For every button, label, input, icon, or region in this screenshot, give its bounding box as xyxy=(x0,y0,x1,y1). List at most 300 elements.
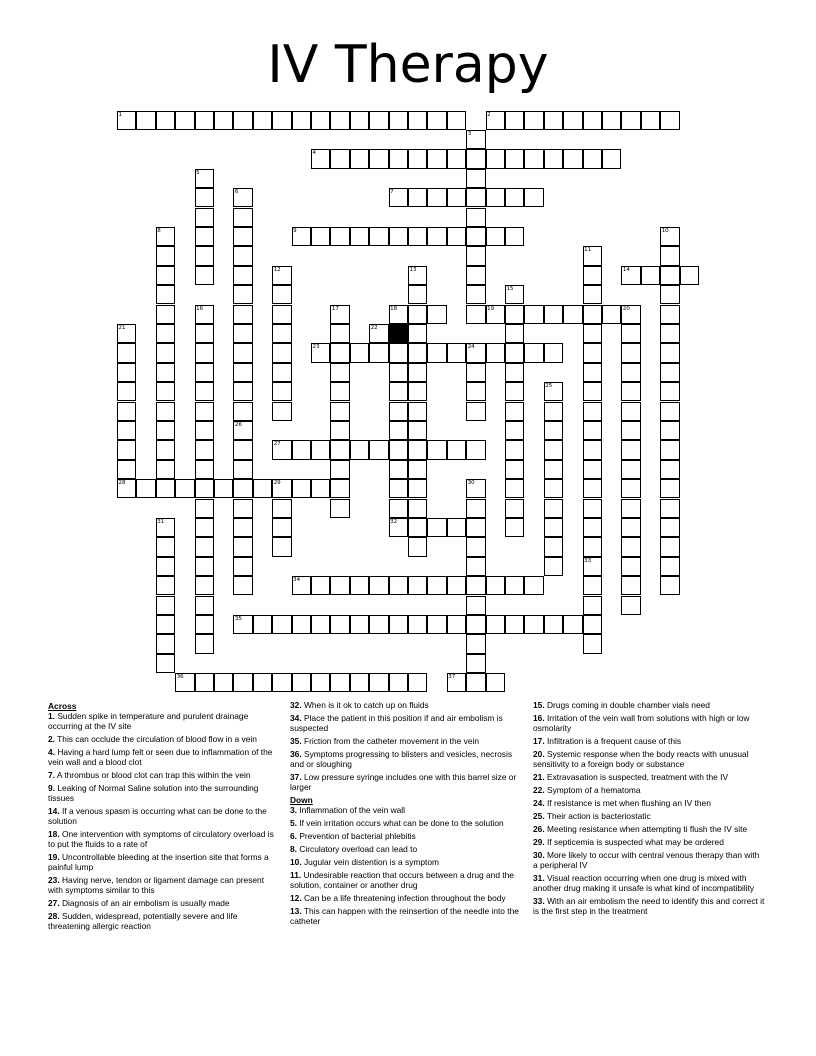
grid-cell[interactable] xyxy=(563,149,582,168)
grid-cell[interactable] xyxy=(466,208,485,227)
grid-cell[interactable] xyxy=(195,596,214,615)
grid-cell[interactable] xyxy=(583,149,602,168)
grid-cell[interactable] xyxy=(330,402,349,421)
grid-cell[interactable] xyxy=(660,343,679,362)
grid-cell[interactable] xyxy=(195,111,214,130)
grid-cell[interactable] xyxy=(447,615,466,634)
grid-cell[interactable] xyxy=(156,596,175,615)
grid-cell[interactable] xyxy=(195,673,214,692)
grid-cell[interactable] xyxy=(369,440,388,459)
grid-cell[interactable] xyxy=(156,557,175,576)
grid-cell[interactable] xyxy=(447,149,466,168)
grid-cell[interactable] xyxy=(544,615,563,634)
grid-cell[interactable] xyxy=(233,246,252,265)
grid-cell[interactable] xyxy=(408,576,427,595)
grid-cell[interactable] xyxy=(466,227,485,246)
grid-cell[interactable] xyxy=(156,634,175,653)
grid-cell[interactable] xyxy=(583,402,602,421)
grid-cell[interactable] xyxy=(660,324,679,343)
grid-cell[interactable] xyxy=(544,460,563,479)
grid-cell[interactable] xyxy=(350,615,369,634)
grid-cell[interactable] xyxy=(389,440,408,459)
grid-cell[interactable] xyxy=(330,382,349,401)
grid-cell[interactable] xyxy=(292,111,311,130)
grid-cell[interactable] xyxy=(330,615,349,634)
grid-cell[interactable] xyxy=(233,479,252,498)
grid-cell[interactable] xyxy=(583,460,602,479)
grid-cell[interactable] xyxy=(233,499,252,518)
grid-cell[interactable] xyxy=(544,421,563,440)
grid-cell[interactable] xyxy=(233,382,252,401)
grid-cell[interactable] xyxy=(408,518,427,537)
grid-cell[interactable] xyxy=(233,208,252,227)
grid-cell[interactable] xyxy=(156,576,175,595)
grid-cell[interactable] xyxy=(466,634,485,653)
grid-cell[interactable] xyxy=(466,673,485,692)
grid-cell[interactable] xyxy=(486,149,505,168)
grid-cell[interactable] xyxy=(544,499,563,518)
grid-cell[interactable] xyxy=(621,518,640,537)
grid-cell[interactable] xyxy=(505,382,524,401)
grid-cell[interactable] xyxy=(660,266,679,285)
grid-cell[interactable] xyxy=(330,149,349,168)
grid-cell[interactable] xyxy=(195,615,214,634)
grid-cell[interactable] xyxy=(427,188,446,207)
grid-cell[interactable] xyxy=(621,324,640,343)
grid-cell[interactable] xyxy=(272,343,291,362)
grid-cell[interactable] xyxy=(583,305,602,324)
grid-cell[interactable] xyxy=(195,537,214,556)
grid-cell[interactable] xyxy=(156,440,175,459)
grid-cell[interactable] xyxy=(544,557,563,576)
grid-cell[interactable] xyxy=(621,499,640,518)
grid-cell[interactable] xyxy=(233,440,252,459)
grid-cell[interactable] xyxy=(505,343,524,362)
grid-cell[interactable] xyxy=(621,479,640,498)
grid-cell[interactable] xyxy=(583,343,602,362)
grid-cell[interactable] xyxy=(427,227,446,246)
grid-cell[interactable] xyxy=(195,363,214,382)
grid-cell[interactable] xyxy=(544,305,563,324)
grid-cell[interactable] xyxy=(408,382,427,401)
grid-cell[interactable] xyxy=(621,363,640,382)
grid-cell[interactable] xyxy=(272,518,291,537)
grid-cell[interactable] xyxy=(466,188,485,207)
grid-cell[interactable] xyxy=(680,266,699,285)
grid-cell[interactable] xyxy=(389,460,408,479)
grid-cell[interactable] xyxy=(505,149,524,168)
grid-cell[interactable] xyxy=(233,111,252,130)
grid-cell[interactable] xyxy=(117,402,136,421)
grid-cell[interactable] xyxy=(466,305,485,324)
grid-cell[interactable] xyxy=(330,324,349,343)
grid-cell[interactable] xyxy=(466,499,485,518)
grid-cell[interactable] xyxy=(389,421,408,440)
grid-cell[interactable] xyxy=(389,343,408,362)
grid-cell[interactable] xyxy=(272,615,291,634)
grid-cell[interactable] xyxy=(583,596,602,615)
grid-cell[interactable] xyxy=(660,479,679,498)
grid-cell[interactable] xyxy=(195,440,214,459)
grid-cell[interactable] xyxy=(156,324,175,343)
grid-cell[interactable] xyxy=(544,518,563,537)
grid-cell[interactable] xyxy=(466,576,485,595)
grid-cell[interactable] xyxy=(330,499,349,518)
grid-cell[interactable] xyxy=(505,402,524,421)
grid-cell[interactable] xyxy=(233,460,252,479)
grid-cell[interactable] xyxy=(117,363,136,382)
grid-cell[interactable] xyxy=(195,479,214,498)
grid-cell[interactable] xyxy=(117,440,136,459)
grid-cell[interactable] xyxy=(136,111,155,130)
grid-cell[interactable] xyxy=(369,576,388,595)
grid-cell[interactable] xyxy=(330,111,349,130)
grid-cell[interactable] xyxy=(389,363,408,382)
grid-cell[interactable] xyxy=(447,227,466,246)
grid-cell[interactable] xyxy=(233,227,252,246)
grid-cell[interactable] xyxy=(466,537,485,556)
grid-cell[interactable] xyxy=(447,188,466,207)
grid-cell[interactable] xyxy=(427,615,446,634)
grid-cell[interactable] xyxy=(292,440,311,459)
grid-cell[interactable] xyxy=(544,149,563,168)
grid-cell[interactable] xyxy=(466,246,485,265)
grid-cell[interactable] xyxy=(466,382,485,401)
grid-cell[interactable] xyxy=(175,111,194,130)
grid-cell[interactable] xyxy=(621,343,640,362)
grid-cell[interactable] xyxy=(563,111,582,130)
grid-cell[interactable] xyxy=(466,440,485,459)
grid-cell[interactable] xyxy=(311,576,330,595)
grid-cell[interactable] xyxy=(389,149,408,168)
grid-cell[interactable] xyxy=(466,402,485,421)
grid-cell[interactable] xyxy=(195,266,214,285)
grid-cell[interactable] xyxy=(583,479,602,498)
grid-cell[interactable] xyxy=(253,673,272,692)
grid-cell[interactable] xyxy=(389,111,408,130)
grid-cell[interactable] xyxy=(408,343,427,362)
grid-cell[interactable] xyxy=(660,111,679,130)
grid-cell[interactable] xyxy=(233,518,252,537)
grid-cell[interactable] xyxy=(583,537,602,556)
grid-cell[interactable] xyxy=(389,499,408,518)
grid-cell[interactable] xyxy=(505,460,524,479)
grid-cell[interactable] xyxy=(233,402,252,421)
grid-cell[interactable] xyxy=(195,188,214,207)
grid-cell[interactable] xyxy=(350,149,369,168)
grid-cell[interactable] xyxy=(408,499,427,518)
grid-cell[interactable] xyxy=(330,479,349,498)
grid-cell[interactable] xyxy=(408,402,427,421)
grid-cell[interactable] xyxy=(583,615,602,634)
grid-cell[interactable] xyxy=(233,305,252,324)
grid-cell[interactable] xyxy=(660,460,679,479)
grid-cell[interactable] xyxy=(408,537,427,556)
grid-cell[interactable] xyxy=(292,615,311,634)
grid-cell[interactable] xyxy=(466,518,485,537)
grid-cell[interactable] xyxy=(583,382,602,401)
grid-cell[interactable] xyxy=(505,324,524,343)
grid-cell[interactable] xyxy=(233,363,252,382)
grid-cell[interactable] xyxy=(253,479,272,498)
grid-cell[interactable] xyxy=(195,421,214,440)
grid-cell[interactable] xyxy=(447,576,466,595)
grid-cell[interactable] xyxy=(544,479,563,498)
grid-cell[interactable] xyxy=(311,479,330,498)
grid-cell[interactable] xyxy=(621,402,640,421)
grid-cell[interactable] xyxy=(447,111,466,130)
grid-cell[interactable] xyxy=(466,169,485,188)
grid-cell[interactable] xyxy=(233,673,252,692)
grid-cell[interactable] xyxy=(272,305,291,324)
grid-cell[interactable] xyxy=(350,673,369,692)
grid-cell[interactable] xyxy=(156,382,175,401)
grid-cell[interactable] xyxy=(369,615,388,634)
grid-cell[interactable] xyxy=(272,537,291,556)
grid-cell[interactable] xyxy=(660,285,679,304)
grid-cell[interactable] xyxy=(505,227,524,246)
grid-cell[interactable] xyxy=(408,188,427,207)
grid-cell[interactable] xyxy=(583,576,602,595)
grid-cell[interactable] xyxy=(330,421,349,440)
grid-cell[interactable] xyxy=(583,518,602,537)
grid-cell[interactable] xyxy=(156,402,175,421)
grid-cell[interactable] xyxy=(602,111,621,130)
grid-cell[interactable] xyxy=(621,576,640,595)
grid-cell[interactable] xyxy=(602,149,621,168)
grid-cell[interactable] xyxy=(408,227,427,246)
grid-cell[interactable] xyxy=(427,149,446,168)
grid-cell[interactable] xyxy=(408,149,427,168)
grid-cell[interactable] xyxy=(447,440,466,459)
grid-cell[interactable] xyxy=(156,246,175,265)
grid-cell[interactable] xyxy=(524,149,543,168)
grid-cell[interactable] xyxy=(195,227,214,246)
grid-cell[interactable] xyxy=(156,537,175,556)
grid-cell[interactable] xyxy=(544,343,563,362)
grid-cell[interactable] xyxy=(175,479,194,498)
grid-cell[interactable] xyxy=(214,479,233,498)
grid-cell[interactable] xyxy=(214,673,233,692)
grid-cell[interactable] xyxy=(486,615,505,634)
grid-cell[interactable] xyxy=(621,111,640,130)
grid-cell[interactable] xyxy=(233,285,252,304)
grid-cell[interactable] xyxy=(505,576,524,595)
grid-cell[interactable] xyxy=(486,343,505,362)
grid-cell[interactable] xyxy=(621,421,640,440)
grid-cell[interactable] xyxy=(641,111,660,130)
grid-cell[interactable] xyxy=(583,440,602,459)
grid-cell[interactable] xyxy=(505,440,524,459)
grid-cell[interactable] xyxy=(544,402,563,421)
grid-cell[interactable] xyxy=(408,421,427,440)
grid-cell[interactable] xyxy=(369,111,388,130)
grid-cell[interactable] xyxy=(195,343,214,362)
grid-cell[interactable] xyxy=(195,460,214,479)
grid-cell[interactable] xyxy=(583,634,602,653)
grid-cell[interactable] xyxy=(117,421,136,440)
grid-cell[interactable] xyxy=(447,343,466,362)
grid-cell[interactable] xyxy=(505,421,524,440)
grid-cell[interactable] xyxy=(350,227,369,246)
grid-cell[interactable] xyxy=(505,363,524,382)
grid-cell[interactable] xyxy=(195,576,214,595)
grid-cell[interactable] xyxy=(156,421,175,440)
grid-cell[interactable] xyxy=(621,537,640,556)
grid-cell[interactable] xyxy=(156,615,175,634)
grid-cell[interactable] xyxy=(408,440,427,459)
grid-cell[interactable] xyxy=(660,518,679,537)
grid-cell[interactable] xyxy=(389,479,408,498)
grid-cell[interactable] xyxy=(660,402,679,421)
grid-cell[interactable] xyxy=(466,557,485,576)
grid-cell[interactable] xyxy=(117,343,136,362)
grid-cell[interactable] xyxy=(350,576,369,595)
grid-cell[interactable] xyxy=(621,382,640,401)
grid-cell[interactable] xyxy=(505,305,524,324)
grid-cell[interactable] xyxy=(292,673,311,692)
grid-cell[interactable] xyxy=(311,440,330,459)
grid-cell[interactable] xyxy=(195,557,214,576)
grid-cell[interactable] xyxy=(660,576,679,595)
grid-cell[interactable] xyxy=(660,421,679,440)
grid-cell[interactable] xyxy=(330,460,349,479)
grid-cell[interactable] xyxy=(156,363,175,382)
grid-cell[interactable] xyxy=(427,111,446,130)
grid-cell[interactable] xyxy=(350,440,369,459)
grid-cell[interactable] xyxy=(583,499,602,518)
grid-cell[interactable] xyxy=(583,421,602,440)
grid-cell[interactable] xyxy=(311,227,330,246)
grid-cell[interactable] xyxy=(660,440,679,459)
grid-cell[interactable] xyxy=(292,479,311,498)
grid-cell[interactable] xyxy=(272,402,291,421)
grid-cell[interactable] xyxy=(466,266,485,285)
grid-cell[interactable] xyxy=(272,111,291,130)
grid-cell[interactable] xyxy=(408,673,427,692)
grid-cell[interactable] xyxy=(350,111,369,130)
grid-cell[interactable] xyxy=(389,615,408,634)
grid-cell[interactable] xyxy=(524,343,543,362)
grid-cell[interactable] xyxy=(427,440,446,459)
grid-cell[interactable] xyxy=(408,324,427,343)
grid-cell[interactable] xyxy=(427,305,446,324)
grid-cell[interactable] xyxy=(195,324,214,343)
grid-cell[interactable] xyxy=(156,305,175,324)
grid-cell[interactable] xyxy=(389,673,408,692)
grid-cell[interactable] xyxy=(195,382,214,401)
grid-cell[interactable] xyxy=(156,266,175,285)
grid-cell[interactable] xyxy=(486,227,505,246)
grid-cell[interactable] xyxy=(272,382,291,401)
grid-cell[interactable] xyxy=(524,576,543,595)
grid-cell[interactable] xyxy=(660,382,679,401)
grid-cell[interactable] xyxy=(408,305,427,324)
grid-cell[interactable] xyxy=(156,460,175,479)
grid-cell[interactable] xyxy=(466,149,485,168)
grid-cell[interactable] xyxy=(195,499,214,518)
grid-cell[interactable] xyxy=(408,363,427,382)
grid-cell[interactable] xyxy=(156,111,175,130)
grid-cell[interactable] xyxy=(117,460,136,479)
grid-cell[interactable] xyxy=(524,111,543,130)
grid-cell[interactable] xyxy=(621,460,640,479)
grid-cell[interactable] xyxy=(272,499,291,518)
grid-cell[interactable] xyxy=(660,537,679,556)
grid-cell[interactable] xyxy=(563,305,582,324)
grid-cell[interactable] xyxy=(195,208,214,227)
grid-cell[interactable] xyxy=(466,615,485,634)
grid-cell[interactable] xyxy=(369,149,388,168)
grid-cell[interactable] xyxy=(389,576,408,595)
grid-cell[interactable] xyxy=(311,615,330,634)
grid-cell[interactable] xyxy=(156,343,175,362)
grid-cell[interactable] xyxy=(408,615,427,634)
grid-cell[interactable] xyxy=(524,615,543,634)
grid-cell[interactable] xyxy=(330,227,349,246)
grid-cell[interactable] xyxy=(621,557,640,576)
grid-cell[interactable] xyxy=(641,266,660,285)
grid-cell[interactable] xyxy=(272,324,291,343)
grid-cell[interactable] xyxy=(660,557,679,576)
grid-cell[interactable] xyxy=(233,537,252,556)
grid-cell[interactable] xyxy=(195,518,214,537)
grid-cell[interactable] xyxy=(233,266,252,285)
grid-cell[interactable] xyxy=(466,285,485,304)
grid-cell[interactable] xyxy=(369,227,388,246)
grid-cell[interactable] xyxy=(621,596,640,615)
grid-cell[interactable] xyxy=(544,537,563,556)
grid-cell[interactable] xyxy=(272,363,291,382)
grid-cell[interactable] xyxy=(214,111,233,130)
grid-cell[interactable] xyxy=(427,343,446,362)
grid-cell[interactable] xyxy=(369,343,388,362)
grid-cell[interactable] xyxy=(233,324,252,343)
grid-cell[interactable] xyxy=(621,440,640,459)
grid-cell[interactable] xyxy=(486,188,505,207)
grid-cell[interactable] xyxy=(427,518,446,537)
grid-cell[interactable] xyxy=(330,363,349,382)
grid-cell[interactable] xyxy=(505,479,524,498)
grid-cell[interactable] xyxy=(408,479,427,498)
grid-cell[interactable] xyxy=(660,499,679,518)
grid-cell[interactable] xyxy=(330,576,349,595)
grid-cell[interactable] xyxy=(272,673,291,692)
grid-cell[interactable] xyxy=(544,111,563,130)
grid-cell[interactable] xyxy=(466,363,485,382)
grid-cell[interactable] xyxy=(253,615,272,634)
grid-cell[interactable] xyxy=(389,382,408,401)
grid-cell[interactable] xyxy=(330,440,349,459)
grid-cell[interactable] xyxy=(505,615,524,634)
grid-cell[interactable] xyxy=(156,654,175,673)
grid-cell[interactable] xyxy=(253,111,272,130)
grid-cell[interactable] xyxy=(660,246,679,265)
grid-cell[interactable] xyxy=(136,479,155,498)
grid-cell[interactable] xyxy=(156,285,175,304)
grid-cell[interactable] xyxy=(660,363,679,382)
grid-cell[interactable] xyxy=(583,266,602,285)
grid-cell[interactable] xyxy=(272,285,291,304)
grid-cell[interactable] xyxy=(408,111,427,130)
grid-cell[interactable] xyxy=(466,654,485,673)
grid-cell[interactable] xyxy=(563,615,582,634)
grid-cell[interactable] xyxy=(466,596,485,615)
grid-cell[interactable] xyxy=(660,305,679,324)
grid-cell[interactable] xyxy=(505,188,524,207)
grid-cell[interactable] xyxy=(389,402,408,421)
grid-cell[interactable] xyxy=(505,499,524,518)
